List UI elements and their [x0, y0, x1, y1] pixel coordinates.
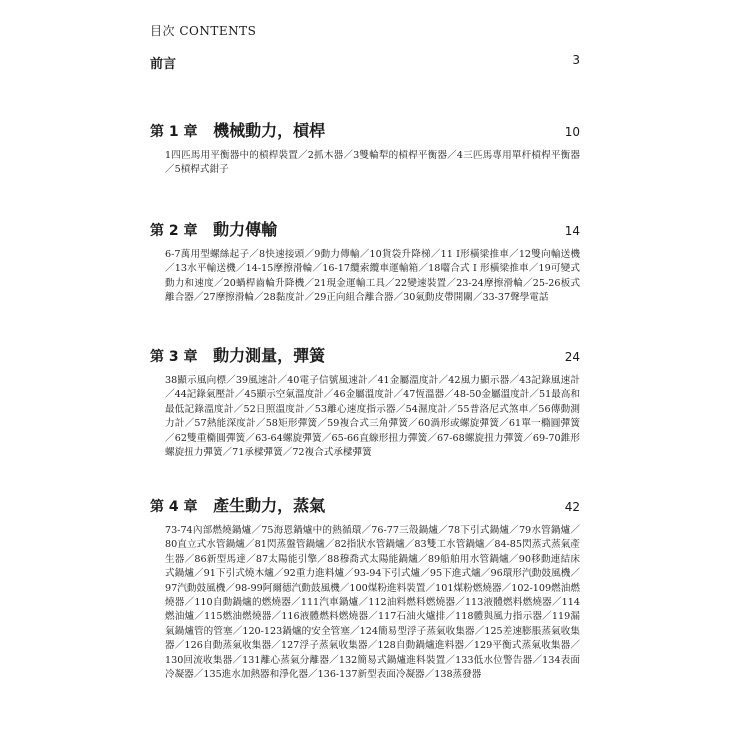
chapter-page-number: 42	[564, 500, 580, 514]
toc-chapter-2[interactable]	[150, 217, 580, 306]
preface-title: 前言	[150, 57, 177, 72]
chapter-number: 第 4 章	[150, 499, 198, 515]
chapter-page-number: 10	[564, 125, 580, 139]
page-header: 目次 CONTENTS	[150, 24, 257, 38]
chapter-number: 第 1 章	[150, 124, 198, 140]
chapter-title: 動力測量，彈簧	[213, 346, 326, 365]
toc-chapter-4[interactable]	[150, 493, 580, 682]
chapter-entries: 1四匹馬用平衡器中的槓桿裝置／2抓木器／3雙輪犁的槓桿平衡器／4三匹馬專用單杆槓桿平衡器／5槓桿式鉗子	[165, 150, 580, 176]
chapter-entries: 6-7萬用型螺絲起子／8快速接頭／9動力傳輸／10貨袋升降梯／11 I形橫梁推車／12雙向輸送機／13水平輸送機／14-15摩擦滑輪／16-17纜索纜車運輸箱／18囓合式 I 形橫梁推車／19可變式動力和速度／20蝸桿齒輪升降機／21現金運輸工具／22變速裝置／23-24摩擦滑輪／25-26板式離合器／27摩擦滑輪／28黏度計／29正向組合離合器／30氣動皮帶開關／33-37聲學電話	[165, 249, 580, 304]
chapter-number: 第 3 章	[150, 349, 198, 365]
chapter-title: 產生動力，蒸氣	[213, 496, 326, 515]
chapter-number: 第 2 章	[150, 223, 198, 239]
preface-page-number: 3	[572, 53, 580, 67]
toc-chapter-1[interactable]	[150, 118, 580, 178]
chapter-entries: 38顯示風向標／39風速計／40電子信號風速計／41金屬溫度計／42風力顯示器／43記錄風速計／44記錄氣壓計／45顯示空氣溫度計／46金屬溫度計／47恆溫器／48-50金屬溫度計／51最高和最低記錄溫度計／52日照溫度計／53離心速度指示器／54濕度計／55普洛尼式煞車／56傳動測力計／57熱能深度計／58矩形彈簧／59複合式三角彈簧／60渦形或螺旋彈簧／61單一橢圓彈簧／62雙重橢圓彈簧／63-64螺旋彈簧／65-66直線形扭力彈簧／67-68螺旋扭力彈簧／69-70錐形螺旋扭力彈簧／71承樑彈簧／72複合式承樑彈簧	[165, 375, 580, 459]
toc-preface[interactable]	[150, 53, 580, 72]
chapter-page-number: 14	[564, 224, 580, 238]
chapter-title: 動力傳輸	[213, 220, 278, 239]
chapter-page-number: 24	[564, 350, 580, 364]
chapter-entries: 73-74內部燃燒鍋爐／75海恩鍋爐中的熱循環／76-77三殼鍋爐／78下引式鍋爐／79水管鍋爐／80直立式水管鍋爐／81閃蒸盤管鍋爐／82指狀水管鍋爐／83雙工水管鍋爐／84-85閃蒸式蒸氣產生器／86新型馬達／87太陽能引擎／88穆喬式太陽能鍋爐／89船舶用水管鍋爐／90移動連結床式鍋爐／91下引式燒木爐／92重力進料爐／93-94下引式爐／95下進式爐／96環形汽動鼓風機／97汽動鼓風機／98-99阿爾德汽動鼓風機／100煤粉進料裝置／101煤粉燃燒器／102-109燃油燃燒器／110自動鍋爐的燃燒器／111汽車鍋爐／112油料燃料燃燒器／113液體燃料燃燒器／114燃油爐／115燃油燃燒器／116液體燃料燃燒器／117石油火爐排／118體與風力指示器／119漏氣鍋爐管的管塞／120-123鍋爐的安全管塞／124簡易型浮子蒸氣收集器／125差速膨脹蒸氣收集器／126自動蒸氣收集器／127浮子蒸氣收集器／128自動鍋爐進料器／129平衡式蒸氣收集器／130回流收集器／131離心蒸氣分離器／132簡易式鍋爐進料裝置／133低水位警告器／134表面冷凝器／135進水加熱器和淨化器／136-137新型表面冷凝器／138蒸發器	[165, 525, 580, 681]
toc-chapter-3[interactable]	[150, 343, 580, 460]
chapter-title: 機械動力，槓桿	[213, 121, 326, 140]
